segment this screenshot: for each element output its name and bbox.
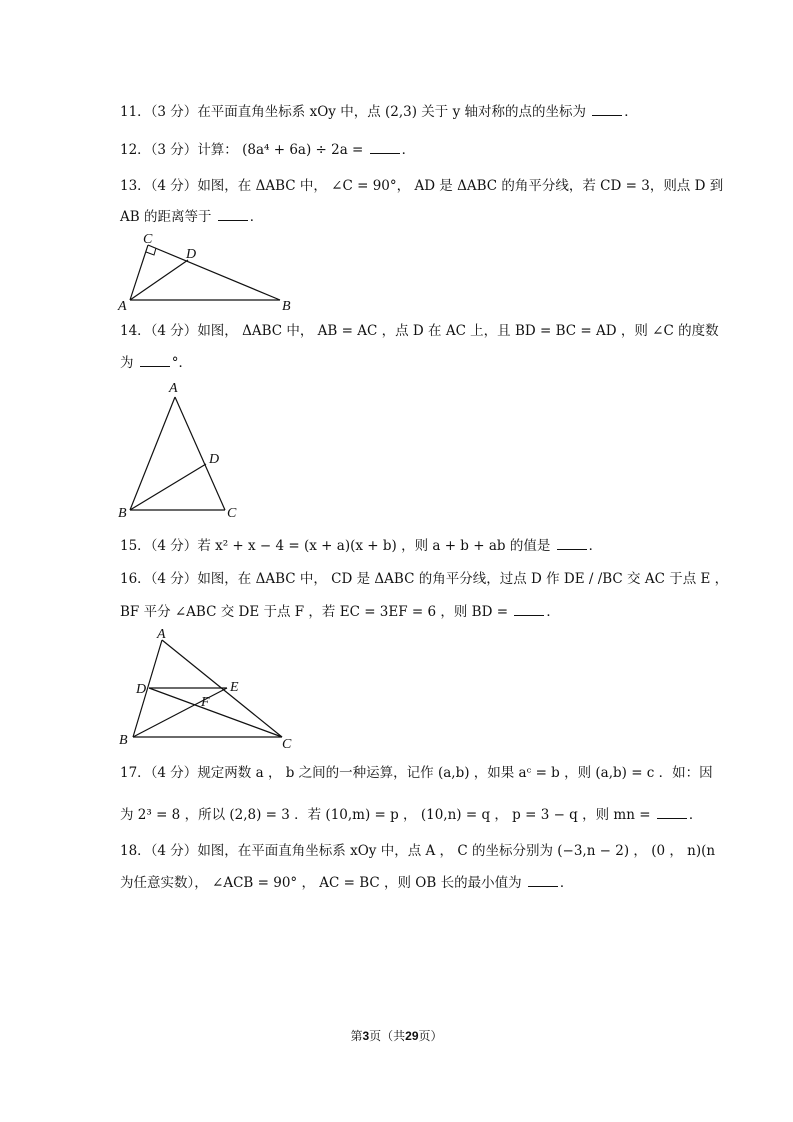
question-text: 为任意实数）， ∠ACB = 90° ， AC = BC ，则 OB 长的最小值为 [120,875,522,891]
figure-q16 [110,622,300,752]
label-D: D [186,247,197,262]
label-D: D [136,682,147,697]
label-A: A [169,381,178,396]
question-13-line-1 [120,177,723,195]
question-text: 为 [120,355,134,371]
question-number: 16．（4 分） [120,571,198,587]
label-C: C [282,737,292,752]
label-A: A [157,627,166,642]
label-C: C [143,232,153,247]
question-13-line-2: AB 的距离等于 ． [120,209,264,225]
answer-blank[interactable] [370,140,400,154]
answer-blank[interactable] [218,207,248,221]
question-text: 如图， ΔABC 中， AB = AC ，点 D 在 AC 上，且 BD = BC = AD ，则 ∠C 的度数 [197,323,719,339]
question-text: 如图，在 ΔABC 中， ∠C = 90°， AD 是 ΔABC 的角平分线，若 CD = 3，则点 D 到 [197,178,724,194]
answer-blank[interactable] [528,873,558,887]
answer-blank[interactable] [657,805,687,819]
page-number: 3 [362,1029,370,1043]
answer-blank[interactable] [557,536,587,550]
total-pages: 29 [405,1029,419,1043]
label-B: B [282,299,291,314]
label-B: B [119,733,128,748]
question-18-line-2: 为任意实数）， ∠ACB = 90° ， AC = BC ，则 OB 长的最小值为 ． [120,875,574,891]
answer-blank[interactable] [514,602,544,616]
answer-blank[interactable] [592,102,622,116]
question-text: AB 的距离等于 [120,209,212,225]
question-17-line-2: 为 2³ = 8 ，所以 (2,8) = 3 ．若 (10,m) = p ， (10,n) = q ， p = 3 − q ，则 mn = ． [120,807,703,823]
question-number: 14．（4 分） [120,323,198,339]
label-C: C [227,506,237,520]
question-text: 计算： (8a⁴ + 6a) ÷ 2a = [197,142,364,158]
question-text: 在平面直角坐标系 xOy 中，点 (2,3) 关于 y 轴对称的点的坐标为 [197,104,586,120]
question-17-line-1 [120,764,713,782]
question-15: 15．（4 分）若 x² + x − 4 = (x + a)(x + b) ，则 a + b + ab 的值是 ． [120,538,603,554]
question-16-line-2: BF 平分 ∠ABC 交 DE 于点 F ，若 EC = 3EF = 6 ，则 BD = ． [120,604,560,620]
label-F: F [201,695,210,710]
question-text: 如图，在平面直角坐标系 xOy 中，点 A ， C 的坐标分别为 (−3,n − 2) ， (0 ， n)(n [197,843,716,859]
figure-q13 [110,230,310,315]
question-18-line-1 [120,842,715,860]
question-text: 规定两数 a ， b 之间的一种运算，记作 (a,b) ，如果 aᶜ = b ，则 (a,b) = c ．如：因 [197,765,713,781]
question-number: 13．（4 分） [120,178,198,194]
label-A: A [118,299,127,314]
label-D: D [209,452,220,467]
question-number: 15．（4 分） [120,538,198,554]
question-16-line-1 [120,570,728,588]
label-E: E [230,680,239,695]
answer-blank[interactable] [140,353,170,367]
question-number: 18．（4 分） [120,843,198,859]
figure-q14 [110,375,250,520]
question-text: BF 平分 ∠ABC 交 DE 于点 F ，若 EC = 3EF = 6 ，则 BD = [120,604,509,620]
question-text: 如图，在 ΔABC 中， CD 是 ΔABC 的角平分线，过点 D 作 DE / /BC 交 AC 于点 E ， [197,571,729,587]
question-12: 12．（3 分）计算： (8a⁴ + 6a) ÷ 2a = ． [120,142,416,158]
label-B: B [118,506,127,520]
question-number: 17．（4 分） [120,765,198,781]
question-11: 11．（3 分）在平面直角坐标系 xOy 中，点 (2,3) 关于 y 轴对称的点的坐标为 ． [120,104,638,120]
question-14-line-2: 为 °． [120,355,193,371]
question-text: 为 2³ = 8 ，所以 (2,8) = 3 ．若 (10,m) = p ， (10,n) = q ， p = 3 − q ，则 mn = [120,807,651,823]
question-number: 12．（3 分） [120,142,198,158]
question-text: 若 x² + x − 4 = (x + a)(x + b) ，则 a + b + ab 的值是 [197,538,551,554]
page-footer: 第3页（共29页） [350,1029,443,1043]
question-14-line-1 [120,322,719,340]
question-number: 11．（3 分） [120,104,198,120]
